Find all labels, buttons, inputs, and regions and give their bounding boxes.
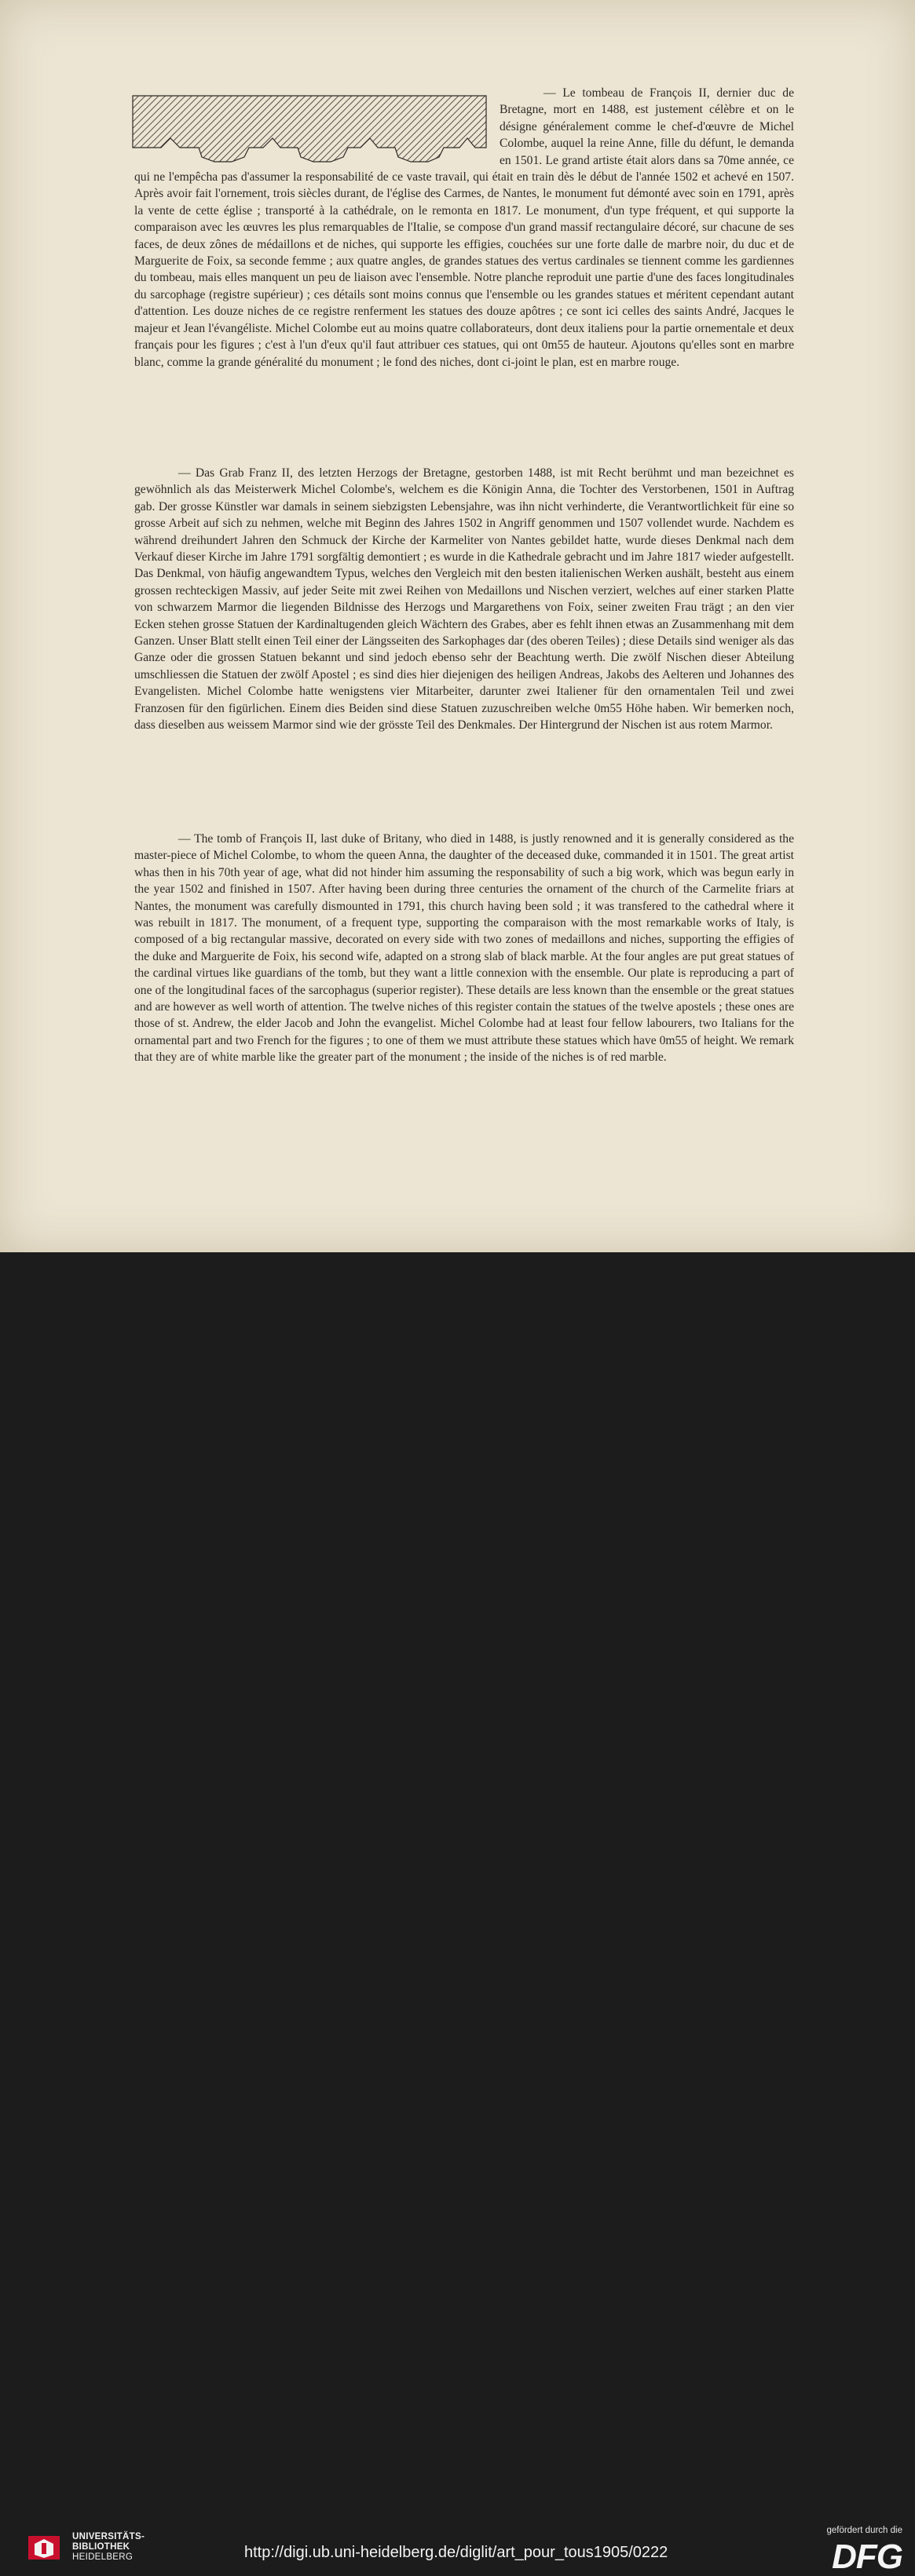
paragraph-french-start: — Le tombeau de François II, dernier duc de Bretagne, mort en 1488, est justement célèbre et on le désigne généralement comme le chef-d'œuvre de Michel Colombe, auquel la reine Anne, fille du défunt, le demanda en 1501. Le grand artiste était alors dans sa 70me année, ce qui ne l'empêcha pas d'assumer la responsabilité de ce vaste travail, qui était en train dès le début de l'année 1502 et achevé en 1507. Après avoir fait l'ornement, trois siècles durant, de l'église des Carmes, de Nantes, le monument fut démonté avec soin en 1791, après la vente de cette église ; transporté à la cathédrale, on le remonta en 1817. Le monument, d'un type fréquent, et qui supporte la comparaison avec les œuvres les plus remarquables de l'Italie, se compose d'un grand massif rectangulaire décoré, sur chacune de ses faces, de deux zônes de médaillons et de niches, qui supporte les effigies, couchées sur une forte dalle de marbre noir, du duc et de Marguerite de Foix, sa seconde femme ; aux quatre angles, de grandes statues des vertus cardinales se tiennent comme les gardiennes du tombeau, mais elles manquent un peu de liaison avec l'ensemble. Notre planche reproduit une partie d'une des faces longitudinales du sarcophage (registre supérieur) ; ces détails sont moins connus que l'ensemble ou les grandes statues et méritent cependant autant d'attention. Les douze niches de ce registre renferment les statues des douze apôtres ; ce sont ici celles des saints André, Jacques le majeur et Jean (134, 86, 794, 335)
niche-plan-icon (131, 90, 489, 166)
viewer-footer (0, 1252, 915, 2576)
library-logo[interactable] (27, 2532, 145, 2563)
paragraph-german-text: — Das Grab Franz II, des letzten Herzogs der Bretagne, gestorben 1488, ist mit Recht berühmt und man bezeichnet es gewöhnlich als das Meisterwerk Michel Colombe's, welchem es die Königin Anna, die Tochter des Verstorbenen, 1501 in Auftrag gab. Der grosse Künstler war damals in seinem siebzigsten Lebensjahre, was ihn nicht verhinderte, die Verantwortlichkeit für eine so grosse Arbeit auf sich zu nehmen, welche mit Beginn des Jahres 1502 in Angriff genommen und 1507 vollendet wurde. Nachdem es während dreihundert Jahren den Schmuck der Kirche der Karmeliter von Nantes gebildet hatte, wurde dieses Denkmal nach dem Verkauf dieser Kirche im Jahre 1791 sorgfältig demontiert ; es wurde in die Kathedrale gebracht und im Jahre 1817 wieder aufgestellt. Das Denkmal, von häufig angewandtem Typus, welches den Vergleich mit den besten italienischen Werken aushält, besteht aus einem grossen rechteckigen Massiv, auf jeder Seite mit zwei Reihen von Medaillons und Nischen verziert, welches auf einer starken Platte von schwarzem Marmor die liegenden Bildnisse des Herzogs und Margarethens von Foix, seiner zweiten Frau trägt ; an den vier Ecken stehen grosse Statuen der Kardinaltugenden gleich Wächtern des Grabes, aber es fehlt ihnen etwas an Zusammenhang mit dem Ganzen. Unser Blatt stellt einen Teil einer der Längsseiten des Sarkophages dar (des oberen Teiles) ; diese Details sind weniger als das Ganze oder die grossen Statuen bekannt und sind jedoch ebenso sehr der Beachtung werth. Die zwölf Nischen dieser Abteilung umschliessen die Statuen der zwölf Apostel ; es sind dies hier diejenigen des heiligen Andreas, Jakobs des Aelteren und Johannes des Evangelisten. Michel Colombe hatte wenigstens vier Mitarbeiter, darunter zwei Italiener für den ornamentalen Teil und zwei Franzosen für den figürlichen. Einem dies Beiden sind diese Statuen zuzuschreiben welche 0m55 Höhe haben. Wir bemerken noch, dass dieselben aus weissem Marmor sind wie der grösste Teil des Denkmales. Der Hintergrund der Nischen ist aus rotem Marmor. (134, 466, 794, 733)
library-name-line1: UNIVERSITÄTS- (72, 2532, 145, 2541)
niche-plan-figure (131, 90, 489, 166)
library-name-line2: BIBLIOTHEK (72, 2542, 130, 2552)
paragraph-french-end: l'évangéliste. Michel Colombe eut au moins quatre collaborateurs, dont deux italiens pour la partie ornementale et deux français pour les figures ; c'est à l'un d'eux qu'il faut attribuer ces statues, qui ont 0m55 de hauteur. Ajoutons qu'elles sont en marbre blanc, comme la grande généralité du monument ; le fond des niches, dont ci-joint le plan, est en marbre rouge. (134, 321, 794, 369)
library-emblem-icon (27, 2534, 61, 2561)
scanned-page (0, 0, 915, 1252)
library-name (72, 2532, 145, 2563)
paragraph-english (134, 831, 794, 1066)
paragraph-english-text: — The tomb of François II, last duke of Britany, who died in 1488, is justly renowned and it is generally considered as the master-piece of Michel Colombe, to whom the queen Anna, the daughter of the deceased duke, commanded it in 1501. The great artist whas then in his 70th year of age, what did not hinder him assuming the responsability of such a big work, which was begun early in the year 1502 and finished in 1507. After having been during three centuries the ornament of the church of the Carmelite friars at Nantes, the monument was carefully dismounted in 1791, this church having been sold ; it was transfered to the cathedral where it was rebuilt in 1817. The monument, of a frequent type, supporting the comparaison with the most remarkable works of Italy, is composed of a big rectangular massive, decorated on every side with two zones of medaillons and niches, supporting the effigies of the duke and Marguerite de Foix, his second wife, adapted on a strong slab of black marble. At the four angles are put great statues of the cardinal virtues like guardians of the tomb, but they want a little connexion with the ensemble. Our plate is reproducing a part of one of the longitudinal faces of the sarcophagus (superior register). These details are less known than the ensemble or the great statues and are however as well worth of attention. The twelve niches of this register contain the statues of the twelve apostels ; these ones are those of st. Andrew, the elder Jacob and John the evangelist. Michel Colombe had at least four fellow labourers, two Italians for the ornamental part and two French for the figures ; to one of them we must attribute these statues which have 0m55 of height. We remark that they are of white marble like the greater part of the monument ; the inside of the niches is of red marble. (134, 832, 794, 1065)
funding-notice (816, 2526, 902, 2576)
dfg-logo[interactable]: DFG (832, 2538, 902, 2576)
permalink-url[interactable]: http://digi.ub.uni-heidelberg.de/diglit/art_pour_tous1905/0222 (244, 2544, 668, 2561)
library-name-line3: HEIDELBERG (72, 2552, 134, 2562)
paragraph-german (134, 465, 794, 734)
funding-label: gefördert durch die (826, 2526, 902, 2535)
paragraph-french (134, 85, 794, 371)
